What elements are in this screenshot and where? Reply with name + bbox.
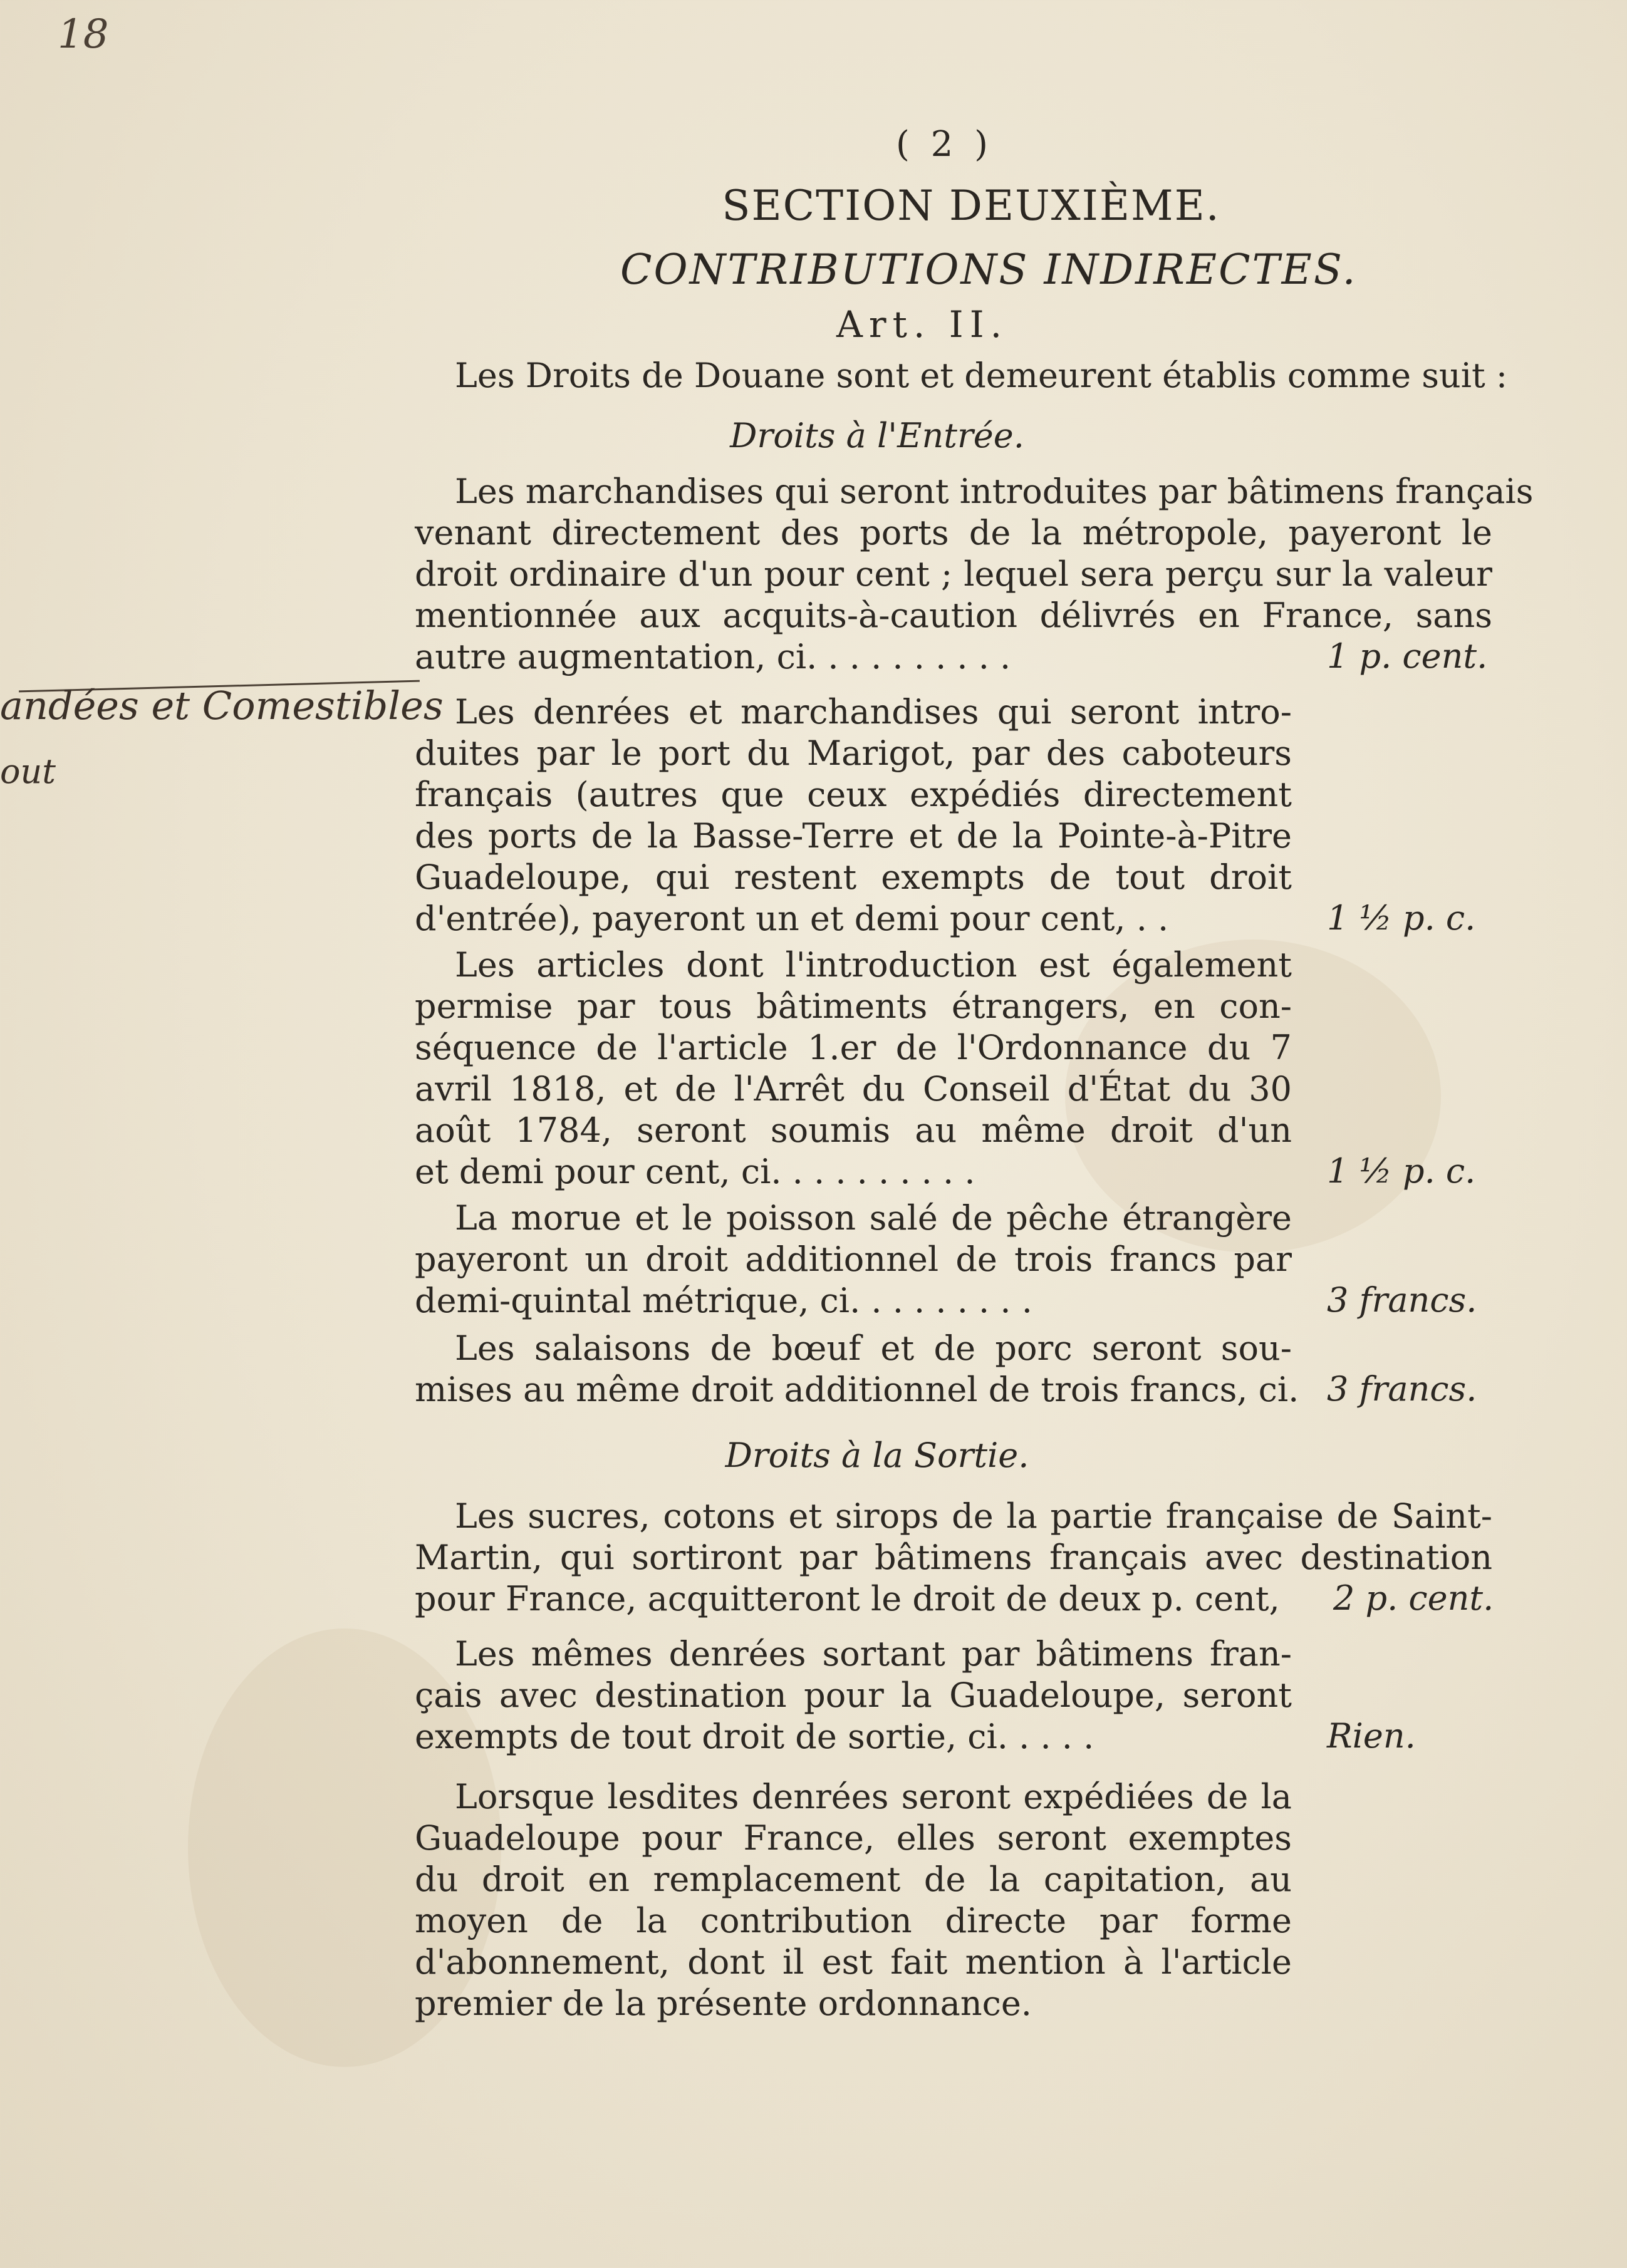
paragraph-foreign-ships [415,945,1292,1193]
text-line: et demi pour cent, ci. . . . . . . . . . [415,1152,975,1191]
text-line: d'abonnement, dont il est fait mention à l'article [415,1942,1292,1982]
text-line: moyen de la contribution directe par forme [415,1901,1292,1940]
text-line: droit ordinaire d'un pour cent ; lequel sera perçu sur la valeur [415,554,1492,594]
text-line: Les salaisons de bœuf et de porc seront sou- [455,1328,1292,1368]
text-line: La morue et le poisson salé de pêche étrangère [455,1198,1292,1238]
rate-value: 3 francs. [1327,1369,1477,1409]
text-line: août 1784, seront soumis au même droit d'un [415,1111,1292,1150]
section-subtitle: CONTRIBUTIONS INDIRECTES. [620,246,1358,294]
paragraph-morue [415,1198,1292,1322]
text-line: du droit en remplacement de la capitation, au [415,1860,1292,1899]
article-number: Art. II. [836,303,1009,346]
text-line: venant directement des ports de la métropole, payeront le [415,513,1492,552]
text-line: permise par tous bâtiments étrangers, en con- [415,986,1292,1026]
text-line: français (autres que ceux expédiés directement [415,775,1292,814]
text-line: mises au même droit additionnel de trois francs, ci. [415,1370,1299,1409]
text-line: Les denrées et marchandises qui seront intro- [455,692,1292,732]
rate-value: 1 ½ p. c. [1327,898,1476,938]
text-line: Guadeloupe pour France, elles seront exemptes [415,1818,1292,1858]
text-line: demi-quintal métrique, ci. . . . . . . . . [415,1281,1032,1320]
text-line: séquence de l'article 1.er de l'Ordonnance du 7 [415,1028,1292,1067]
paragraph-salaisons [415,1328,1299,1411]
rate-value: 3 francs. [1327,1280,1477,1320]
rate-value: Rien. [1327,1716,1416,1756]
rate-value: 2 p. cent. [1333,1578,1494,1618]
margin-note-line: out [0,752,56,791]
section-title: SECTION DEUXIÈME. [722,182,1220,230]
paragraph-lorsque [415,1776,1292,2024]
corner-page-note: 18 [58,11,109,58]
subheading-entree: Droits à l'Entrée. [730,416,1024,455]
text-line: Les mêmes denrées sortant par bâtimens fran- [455,1634,1292,1674]
text-line: Martin, qui sortiront par bâtimens français avec destination [415,1538,1492,1577]
text-line: d'entrée), payeront un et demi pour cent, . . [415,899,1169,938]
subheading-sortie: Droits à la Sortie. [725,1436,1029,1475]
margin-note-line: andées et Comestibles [0,683,444,728]
handwritten-margin-note [0,683,444,791]
text-line: pour France, acquitteront le droit de deux p. cent, [415,1579,1280,1618]
paragraph-marigot [415,691,1292,940]
text-line: exempts de tout droit de sortie, ci. . . . . [415,1717,1094,1756]
text-line: premier de la présente ordonnance. [415,1984,1032,2023]
text-line: avril 1818, et de l'Arrêt du Conseil d'État du 30 [415,1069,1292,1109]
page-number: ( 2 ) [896,124,993,165]
text-line: duites par le port du Marigot, par des caboteurs [415,733,1292,773]
paragraph-guadeloupe-exempt [415,1634,1292,1758]
text-line: payeront un droit additionnel de trois francs par [415,1240,1292,1279]
rate-value: 1 p. cent. [1327,636,1488,676]
text-line: Les marchandises qui seront introduites par bâtimens français [455,472,1534,511]
text-line: Lorsque lesdites denrées seront expédiées de la [455,1777,1292,1816]
text-line: des ports de la Basse-Terre et de la Pointe-à-Pitre [415,816,1292,856]
text-line: autre augmentation, ci. . . . . . . . . . [415,637,1011,676]
text-line: çais avec destination pour la Guadeloupe, seront [415,1675,1292,1715]
text-line: Guadeloupe, qui restent exempts de tout droit [415,857,1292,897]
article-intro: Les Droits de Douane sont et demeurent établis comme suit : [455,356,1508,395]
text-line: Les articles dont l'introduction est également [455,945,1292,985]
text-line: mentionnée aux acquits-à-caution délivrés en France, sans [415,596,1492,635]
rate-value: 1 ½ p. c. [1327,1151,1476,1191]
paragraph-sucres [415,1496,1492,1620]
text-line: Les sucres, cotons et sirops de la partie française de Saint- [455,1496,1492,1536]
